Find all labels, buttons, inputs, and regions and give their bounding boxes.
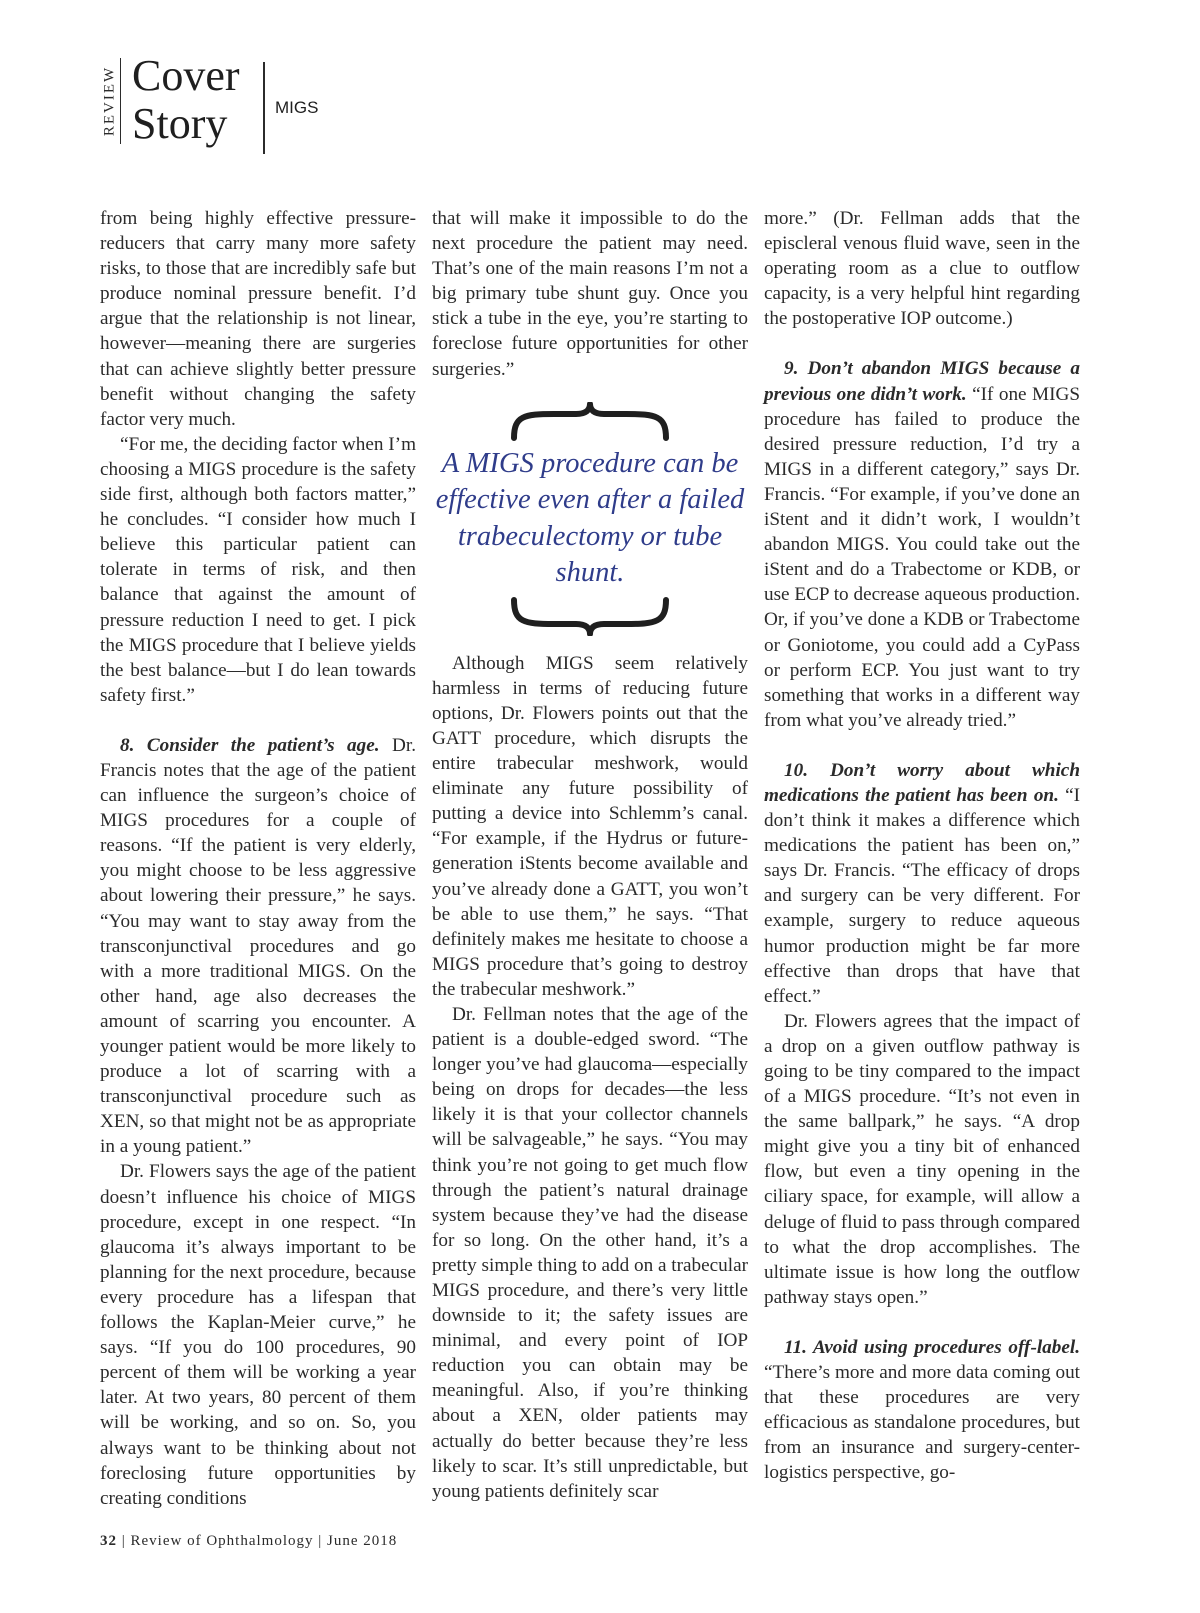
paragraph-text: “If one MIGS procedure has failed to produce the desired pressure reduction, I’d try a MIGS in a different category,” says Dr. Francis. “For example, if you’ve done an iStent and it didn’t work, I wouldn’t abandon MIGS. You could take out the iStent and do a Trabectome or KDB, or use ECP to decrease aqueous production. Or, if you’ve done a KDB or Trabectome or Goniotome, you could add a CyPass or perform ECP. You just want to try something that works in a different way from what you’ve already tried.”	[764, 383, 1080, 731]
pull-quote-text: A MIGS procedure can be effective even after a failed trabeculectomy or tube shunt.	[435, 447, 745, 589]
paragraph	[764, 356, 1080, 732]
article-column-1	[100, 206, 416, 1511]
subhead-8: 8. Consider the patient’s age.	[120, 734, 380, 756]
paragraph: Although MIGS seem relatively harmless in terms of reducing future options, Dr. Flowers points out that the GATT procedure, which disrupts the entire trabecular meshwork, would eliminate any future possibility of putting a device into Schlemm’s canal. “For example, if the Hydrus or future-generation iStents become available and you’ve already done a GATT, you won’t be able to use them,” he says. “That definitely makes me hesitate to choose a MIGS procedure that’s going to destroy the trabecular meshwork.”	[432, 652, 748, 1000]
paragraph: from being highly effective pressure-reducers that carry many more safety risks, to those that are incredibly safe but produce nominal pressure benefit. I’d argue that the relationship is not linear, however—meaning there are surgeries that can achieve slightly better pressure benefit without changing the safety factor very much.	[100, 208, 416, 430]
cover-title-line2: Story	[132, 99, 228, 148]
paragraph: more.” (Dr. Fellman adds that the episcleral venous fluid wave, seen in the operating room as a clue to outflow capacity, is a very helpful hint regarding the postoperative IOP outcome.)	[764, 208, 1080, 330]
paragraph-text: “I don’t think it makes a difference which medications the patient has been on,” says Dr. Francis. “The efficacy of drops and surgery can be very different. For example, surgery to reduce aqueous humor production might be far more effective than drops that have that effect.”	[764, 784, 1081, 1007]
header-divider	[263, 62, 265, 154]
paragraph-text: “There’s more and more data coming out that these procedures are very efficacious as standalone procedures, but from an insurance and surgery-center-logistics perspective, go-	[764, 1362, 1080, 1484]
subhead-11: 11. Avoid using procedures off-label.	[784, 1336, 1080, 1358]
paragraph: Dr. Flowers says the age of the patient doesn’t influence his choice of MIGS procedure, except in one respect. “In glaucoma it’s always important to be planning for the next procedure, because every procedure has a lifespan that follows the Kaplan-Meier curve,” he says. “If you do 100 procedures, 90 percent of them will be working a year later. At two years, 80 percent of them will be working, and so on. So, you always want to be thinking about not foreclosing future opportunities by creating conditions	[100, 1161, 416, 1509]
paragraph	[764, 1335, 1080, 1486]
publication-name: Review of Ophthalmology	[130, 1533, 314, 1549]
review-label: REVIEW	[101, 65, 118, 137]
footer-separator: |	[121, 1533, 126, 1549]
section-tag: MIGS	[275, 98, 319, 117]
page-number: 32	[100, 1533, 117, 1549]
paragraph: “For me, the deciding factor when I’m choosing a MIGS procedure is the safety side first, although both factors matter,” he concludes. “I consider how much I believe this particular patient can tolerate in terms of risk, and then balance that against the amount of pressure reduction I need to get. I pick the MIGS procedure that I believe yields the best balance—but I do lean towards safety first.”	[100, 433, 416, 706]
paragraph: Dr. Flowers agrees that the impact of a drop on a given outflow pathway is going to be tiny compared to the impact of a MIGS procedure. “It’s not even in the same ballpark,” he says. “A drop might give you a tiny bit of enhanced flow, but even a tiny opening in the ciliary space, for example, will allow a deluge of fluid to pass through compared to what the drop accomplishes. The ultimate issue is how long the outflow pathway stays open.”	[764, 1010, 1080, 1308]
page-footer	[100, 1533, 397, 1550]
brace-top-icon	[510, 402, 670, 442]
footer-separator: |	[318, 1533, 323, 1549]
subhead-10: 10. Don’t worry about which medications the patient has been on.	[764, 759, 1080, 806]
article-column-3	[764, 206, 1080, 1486]
brace-bottom-icon	[510, 596, 670, 636]
paragraph-text: Dr. Francis notes that the age of the patient can influence the surgeon’s choice of MIGS procedures for a couple of reasons. “If the patient is very elderly, you might choose to be less aggressive about lowering their pressure,” he says. “You may want to stay away from the transconjunctival procedures and go with a more traditional MIGS. On the other hand, age also decreases the amount of scarring you encounter. A younger patient would be more likely to produce a lot of scarring with a transconjunctival procedure such as XEN, so that might not be as appropriate in a young patient.”	[100, 734, 417, 1158]
paragraph	[764, 758, 1080, 1009]
subhead-9: 9. Don’t abandon MIGS because a previous one didn’t work.	[764, 358, 1080, 405]
issue-date: June 2018	[327, 1533, 398, 1549]
paragraph: that will make it impossible to do the next procedure the patient may need. That’s one of the main reasons I’m not a big primary tube shunt guy. Once you stick a tube in the eye, you’re starting to foreclose future opportunities for other surgeries.”	[432, 208, 748, 380]
cover-title-line1: Cover	[132, 51, 240, 100]
article-column-2	[432, 206, 748, 1504]
paragraph	[100, 733, 416, 1160]
cover-story-title	[132, 52, 240, 148]
review-label-box	[100, 58, 121, 144]
pull-quote	[432, 402, 748, 636]
paragraph: Dr. Fellman notes that the age of the patient is a double-edged sword. “The longer you’ve had glaucoma—especially being on drops for decades—the less likely it is that your collector channels will be salvageable,” he says. “You may think you’re not going to get much flow through the patient’s natural drainage system because they’ve had the disease for so long. On the other hand, it’s a pretty simple thing to add on a trabecular MIGS procedure, and there’s very little downside to it; the safety issues are minimal, and every point of IOP reduction you can obtain may be meaningful. Also, if you’re thinking about a XEN, older patients may actually do better because they’re less likely to scar. It’s still unpredictable, but young patients definitely scar	[432, 1003, 748, 1502]
